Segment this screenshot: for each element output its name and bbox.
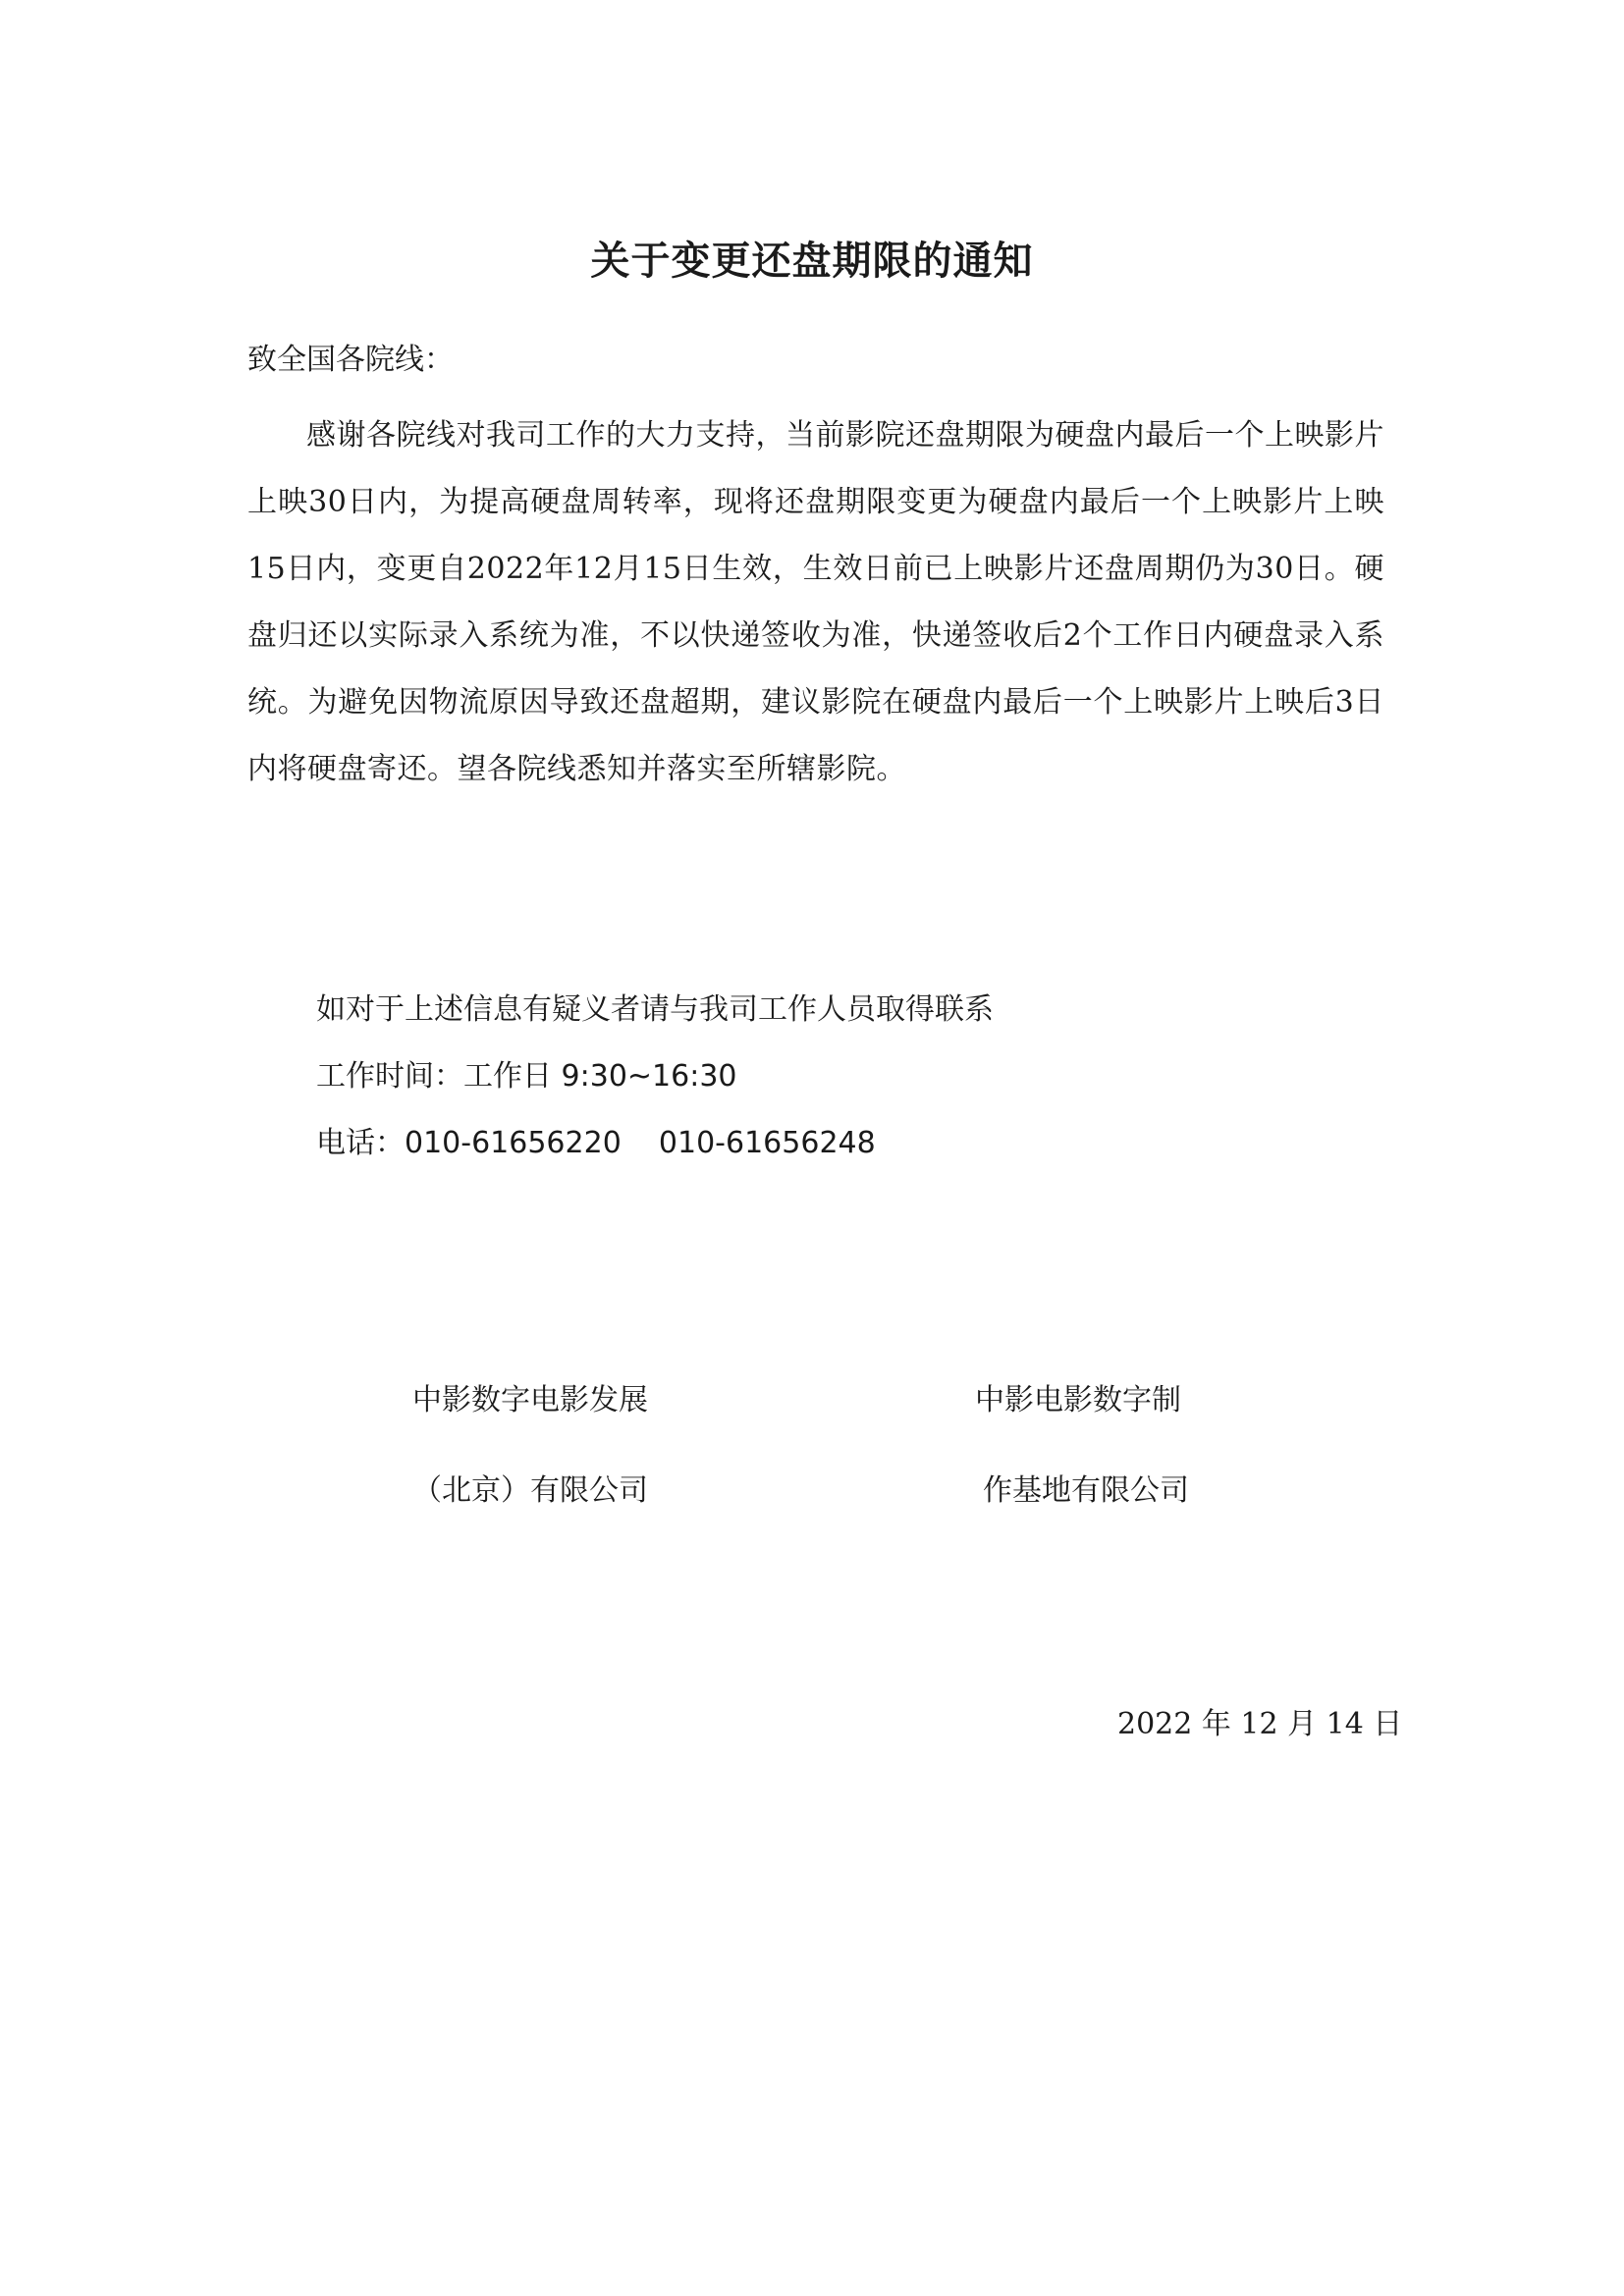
signature-right-line2: 作基地有限公司 [983, 1473, 1189, 1508]
contact-intro: 如对于上述信息有疑义者请与我司工作人员取得联系 [316, 992, 994, 1027]
contact-block [316, 977, 994, 1177]
signature-left-line1: 中影数字电影发展 [412, 1383, 648, 1417]
working-hours: 工作时间：工作日 9:30~16:30 [316, 1059, 737, 1094]
salutation: 致全国各院线： [247, 343, 454, 377]
notice-body: 感谢各院线对我司工作的大力支持，当前影院还盘期限为硬盘内最后一个上映影片上映30日内，为提高硬盘周转率，现将还盘期限变更为硬盘内最后一个上映影片上映15日内，变更自2022年12月15日生效，生效日前已上映影片还盘周期仍为30日。硬盘归还以实际录入系统为准，不以快递签收为准，快递签收后2个工作日内硬盘录入系统。为避免因物流原因导致还盘超期，建议影院在硬盘内最后一个上映影片上映后3日内将硬盘寄还。望各院线悉知并落实至所辖影院。 [247, 418, 1384, 786]
notice-title: 关于变更还盘期限的通知 [590, 238, 1034, 284]
phone-numbers: 电话：010-61656220 010-61656248 [316, 1126, 876, 1160]
signature-left-line2: （北京）有限公司 [412, 1473, 648, 1508]
signature-right-line1: 中影电影数字制 [975, 1383, 1181, 1417]
issue-date: 2022 年 12 月 14 日 [1117, 1707, 1403, 1741]
